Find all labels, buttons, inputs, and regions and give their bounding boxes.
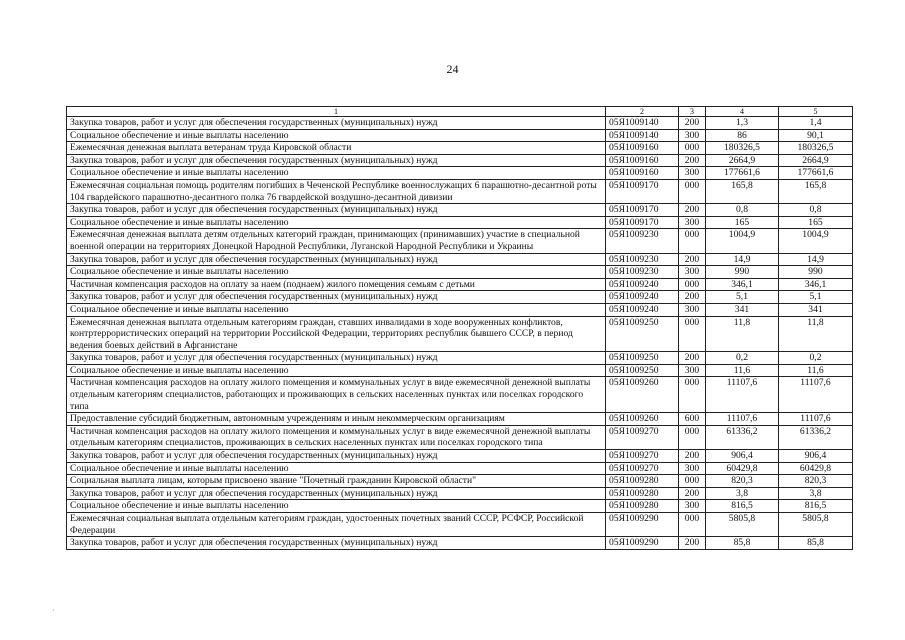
row-type-cell: 300 xyxy=(679,129,706,142)
table-row xyxy=(67,129,853,142)
row-code-cell: 05Я1009280 xyxy=(606,487,679,500)
row-code-cell: 05Я1009230 xyxy=(606,253,679,266)
table-row xyxy=(67,377,853,413)
row-amount-2-cell: 906,4 xyxy=(779,450,853,463)
row-amount-2-cell: 341 xyxy=(779,303,853,316)
row-name-cell: Ежемесячная денежная выплата ветеранам труда Кировской области xyxy=(67,142,606,155)
table-row xyxy=(67,537,853,550)
row-amount-2-cell: 2664,9 xyxy=(779,154,853,167)
table-row xyxy=(67,253,853,266)
row-type-cell: 000 xyxy=(679,425,706,449)
table-row xyxy=(67,364,853,377)
row-name-cell: Социальная выплата лицам, которым присвоено звание "Почетный гражданин Кировской области" xyxy=(67,475,606,488)
row-type-cell: 300 xyxy=(679,216,706,229)
row-amount-2-cell: 5805,8 xyxy=(779,513,853,537)
header-cell-amount-2: 5 xyxy=(779,107,853,117)
scan-speck: · xyxy=(52,606,55,615)
table-row xyxy=(67,229,853,253)
row-code-cell: 05Я1009230 xyxy=(606,229,679,253)
row-code-cell: 05Я1009240 xyxy=(606,303,679,316)
row-name-cell: Социальное обеспечение и иные выплаты населению xyxy=(67,462,606,475)
row-type-cell: 200 xyxy=(679,117,706,130)
row-amount-2-cell: 85,8 xyxy=(779,537,853,550)
row-type-cell: 000 xyxy=(679,278,706,291)
row-amount-1-cell: 14,9 xyxy=(706,253,779,266)
row-type-cell: 200 xyxy=(679,291,706,304)
row-name-cell: Социальное обеспечение и иные выплаты населению xyxy=(67,167,606,180)
row-amount-2-cell: 60429,8 xyxy=(779,462,853,475)
row-name-cell: Закупка товаров, работ и услуг для обеспечения государственных (муниципальных) нужд xyxy=(67,204,606,217)
row-code-cell: 05Я1009280 xyxy=(606,500,679,513)
row-code-cell: 05Я1009280 xyxy=(606,475,679,488)
row-name-cell: Частичная компенсация расходов на оплату за наем (поднаем) жилого помещения семьям с детьми xyxy=(67,278,606,291)
row-amount-1-cell: 990 xyxy=(706,266,779,279)
row-code-cell: 05Я1009160 xyxy=(606,167,679,180)
row-amount-1-cell: 11,6 xyxy=(706,364,779,377)
table-row xyxy=(67,278,853,291)
table-row xyxy=(67,154,853,167)
row-amount-1-cell: 346,1 xyxy=(706,278,779,291)
row-code-cell: 05Я1009270 xyxy=(606,450,679,463)
row-amount-2-cell: 61336,2 xyxy=(779,425,853,449)
row-amount-1-cell: 85,8 xyxy=(706,537,779,550)
row-name-cell: Ежемесячная денежная выплата детям отдельных категорий граждан, принимающих (принимавших) участие в специальной военной операции на территориях Донецкой Народной Республики, Луганской Народной Республики и Украины xyxy=(67,229,606,253)
row-amount-2-cell: 990 xyxy=(779,266,853,279)
row-amount-2-cell: 5,1 xyxy=(779,291,853,304)
row-name-cell: Ежемесячная социальная выплата отдельным категориям граждан, удостоенных почетных званий СССР, РСФСР, Российской Федерации xyxy=(67,513,606,537)
row-name-cell: Социальное обеспечение и иные выплаты населению xyxy=(67,216,606,229)
row-code-cell: 05Я1009250 xyxy=(606,364,679,377)
row-code-cell: 05Я1009270 xyxy=(606,425,679,449)
row-name-cell: Социальное обеспечение и иные выплаты населению xyxy=(67,129,606,142)
row-name-cell: Закупка товаров, работ и услуг для обеспечения государственных (муниципальных) нужд xyxy=(67,154,606,167)
table-row xyxy=(67,216,853,229)
row-amount-2-cell: 1,4 xyxy=(779,117,853,130)
row-amount-1-cell: 1004,9 xyxy=(706,229,779,253)
row-amount-1-cell: 86 xyxy=(706,129,779,142)
row-amount-1-cell: 820,3 xyxy=(706,475,779,488)
row-amount-2-cell: 165,8 xyxy=(779,179,853,203)
row-type-cell: 300 xyxy=(679,167,706,180)
row-name-cell: Закупка товаров, работ и услуг для обеспечения государственных (муниципальных) нужд xyxy=(67,352,606,365)
row-type-cell: 300 xyxy=(679,364,706,377)
row-amount-1-cell: 0,8 xyxy=(706,204,779,217)
row-amount-1-cell: 906,4 xyxy=(706,450,779,463)
header-row xyxy=(67,107,853,117)
table-row xyxy=(67,352,853,365)
row-amount-2-cell: 820,3 xyxy=(779,475,853,488)
row-type-cell: 000 xyxy=(679,229,706,253)
row-code-cell: 05Я1009290 xyxy=(606,513,679,537)
row-name-cell: Закупка товаров, работ и услуг для обеспечения государственных (муниципальных) нужд xyxy=(67,450,606,463)
budget-table xyxy=(66,106,853,550)
row-type-cell: 300 xyxy=(679,462,706,475)
row-name-cell: Закупка товаров, работ и услуг для обеспечения государственных (муниципальных) нужд xyxy=(67,537,606,550)
row-name-cell: Ежемесячная социальная помощь родителям погибших в Чеченской Республике военнослужащих 6 парашютно-десантной роты 104 гвардейского парашютно-десантного полка 76 гвардейской воздушно-десантной дивизии xyxy=(67,179,606,203)
row-type-cell: 000 xyxy=(679,179,706,203)
table-row xyxy=(67,462,853,475)
table-row xyxy=(67,167,853,180)
table-row xyxy=(67,450,853,463)
row-code-cell: 05Я1009140 xyxy=(606,129,679,142)
row-amount-2-cell: 177661,6 xyxy=(779,167,853,180)
table-row xyxy=(67,266,853,279)
row-name-cell: Частичная компенсация расходов на оплату жилого помещения и коммунальных услуг в виде ежемесячной денежной выплаты отдельным категориям специалистов, проживающих в сельских населенных пунктах или поселках городского типа xyxy=(67,425,606,449)
row-amount-1-cell: 61336,2 xyxy=(706,425,779,449)
row-code-cell: 05Я1009170 xyxy=(606,179,679,203)
row-amount-2-cell: 11107,6 xyxy=(779,377,853,413)
row-amount-2-cell: 90,1 xyxy=(779,129,853,142)
row-amount-2-cell: 180326,5 xyxy=(779,142,853,155)
row-code-cell: 05Я1009160 xyxy=(606,142,679,155)
row-code-cell: 05Я1009250 xyxy=(606,352,679,365)
row-name-cell: Предоставление субсидий бюджетным, автономным учреждениям и иным некоммерческим организациям xyxy=(67,413,606,426)
row-amount-2-cell: 816,5 xyxy=(779,500,853,513)
table-row xyxy=(67,413,853,426)
table-row xyxy=(67,303,853,316)
row-code-cell: 05Я1009160 xyxy=(606,154,679,167)
row-type-cell: 300 xyxy=(679,303,706,316)
table-row xyxy=(67,117,853,130)
row-code-cell: 05Я1009270 xyxy=(606,462,679,475)
row-type-cell: 200 xyxy=(679,352,706,365)
row-amount-2-cell: 3,8 xyxy=(779,487,853,500)
row-amount-1-cell: 1,3 xyxy=(706,117,779,130)
table-row xyxy=(67,500,853,513)
row-code-cell: 05Я1009170 xyxy=(606,204,679,217)
row-type-cell: 000 xyxy=(679,513,706,537)
table-row xyxy=(67,204,853,217)
row-amount-2-cell: 165 xyxy=(779,216,853,229)
table-row xyxy=(67,513,853,537)
row-code-cell: 05Я1009240 xyxy=(606,291,679,304)
table-row xyxy=(67,425,853,449)
row-amount-1-cell: 2664,9 xyxy=(706,154,779,167)
row-amount-1-cell: 0,2 xyxy=(706,352,779,365)
row-amount-1-cell: 816,5 xyxy=(706,500,779,513)
row-amount-2-cell: 346,1 xyxy=(779,278,853,291)
row-name-cell: Ежемесячная денежная выплата отдельным категориям граждан, ставших инвалидами в ходе вооруженных конфликтов, контртеррористических операций на территории Российской Федерации, территориях республик бывшего СССР, в период ведения боевых действий в Афганистане xyxy=(67,316,606,352)
row-amount-1-cell: 165,8 xyxy=(706,179,779,203)
row-amount-2-cell: 11,8 xyxy=(779,316,853,352)
header-cell-code: 2 xyxy=(606,107,679,117)
row-amount-1-cell: 5,1 xyxy=(706,291,779,304)
row-amount-1-cell: 177661,6 xyxy=(706,167,779,180)
row-type-cell: 200 xyxy=(679,450,706,463)
row-code-cell: 05Я1009260 xyxy=(606,377,679,413)
header-cell-name: 1 xyxy=(67,107,606,117)
table-row xyxy=(67,291,853,304)
table-row xyxy=(67,316,853,352)
row-code-cell: 05Я1009240 xyxy=(606,278,679,291)
row-amount-2-cell: 14,9 xyxy=(779,253,853,266)
row-amount-1-cell: 165 xyxy=(706,216,779,229)
row-name-cell: Социальное обеспечение и иные выплаты населению xyxy=(67,266,606,279)
table-row xyxy=(67,179,853,203)
row-name-cell: Частичная компенсация расходов на оплату жилого помещения и коммунальных услуг в виде ежемесячной денежной выплаты отдельным категориям специалистов, работающих и проживающих в сельских населенных пунктах или поселках городского типа xyxy=(67,377,606,413)
row-type-cell: 200 xyxy=(679,253,706,266)
row-amount-2-cell: 0,2 xyxy=(779,352,853,365)
row-name-cell: Закупка товаров, работ и услуг для обеспечения государственных (муниципальных) нужд xyxy=(67,253,606,266)
table-row xyxy=(67,142,853,155)
row-type-cell: 000 xyxy=(679,377,706,413)
row-type-cell: 300 xyxy=(679,500,706,513)
header-cell-type: 3 xyxy=(679,107,706,117)
row-name-cell: Социальное обеспечение и иные выплаты населению xyxy=(67,500,606,513)
row-amount-1-cell: 180326,5 xyxy=(706,142,779,155)
row-type-cell: 200 xyxy=(679,487,706,500)
row-type-cell: 000 xyxy=(679,475,706,488)
row-type-cell: 600 xyxy=(679,413,706,426)
row-name-cell: Закупка товаров, работ и услуг для обеспечения государственных (муниципальных) нужд xyxy=(67,117,606,130)
row-type-cell: 200 xyxy=(679,204,706,217)
row-amount-2-cell: 0,8 xyxy=(779,204,853,217)
row-code-cell: 05Я1009230 xyxy=(606,266,679,279)
table-row xyxy=(67,475,853,488)
row-amount-2-cell: 1004,9 xyxy=(779,229,853,253)
row-code-cell: 05Я1009290 xyxy=(606,537,679,550)
row-amount-1-cell: 11107,6 xyxy=(706,377,779,413)
row-amount-1-cell: 60429,8 xyxy=(706,462,779,475)
row-name-cell: Социальное обеспечение и иные выплаты населению xyxy=(67,364,606,377)
row-amount-1-cell: 3,8 xyxy=(706,487,779,500)
header-cell-amount-1: 4 xyxy=(706,107,779,117)
page-number: 24 xyxy=(446,62,459,76)
row-code-cell: 05Я1009260 xyxy=(606,413,679,426)
row-amount-1-cell: 11,8 xyxy=(706,316,779,352)
row-type-cell: 200 xyxy=(679,154,706,167)
row-type-cell: 300 xyxy=(679,266,706,279)
row-amount-1-cell: 11107,6 xyxy=(706,413,779,426)
row-name-cell: Закупка товаров, работ и услуг для обеспечения государственных (муниципальных) нужд xyxy=(67,487,606,500)
row-amount-2-cell: 11,6 xyxy=(779,364,853,377)
row-amount-2-cell: 11107,6 xyxy=(779,413,853,426)
row-name-cell: Закупка товаров, работ и услуг для обеспечения государственных (муниципальных) нужд xyxy=(67,291,606,304)
row-amount-1-cell: 341 xyxy=(706,303,779,316)
row-name-cell: Социальное обеспечение и иные выплаты населению xyxy=(67,303,606,316)
row-amount-1-cell: 5805,8 xyxy=(706,513,779,537)
table-row xyxy=(67,487,853,500)
row-code-cell: 05Я1009250 xyxy=(606,316,679,352)
row-code-cell: 05Я1009140 xyxy=(606,117,679,130)
row-type-cell: 000 xyxy=(679,316,706,352)
row-type-cell: 000 xyxy=(679,142,706,155)
row-code-cell: 05Я1009170 xyxy=(606,216,679,229)
row-type-cell: 200 xyxy=(679,537,706,550)
